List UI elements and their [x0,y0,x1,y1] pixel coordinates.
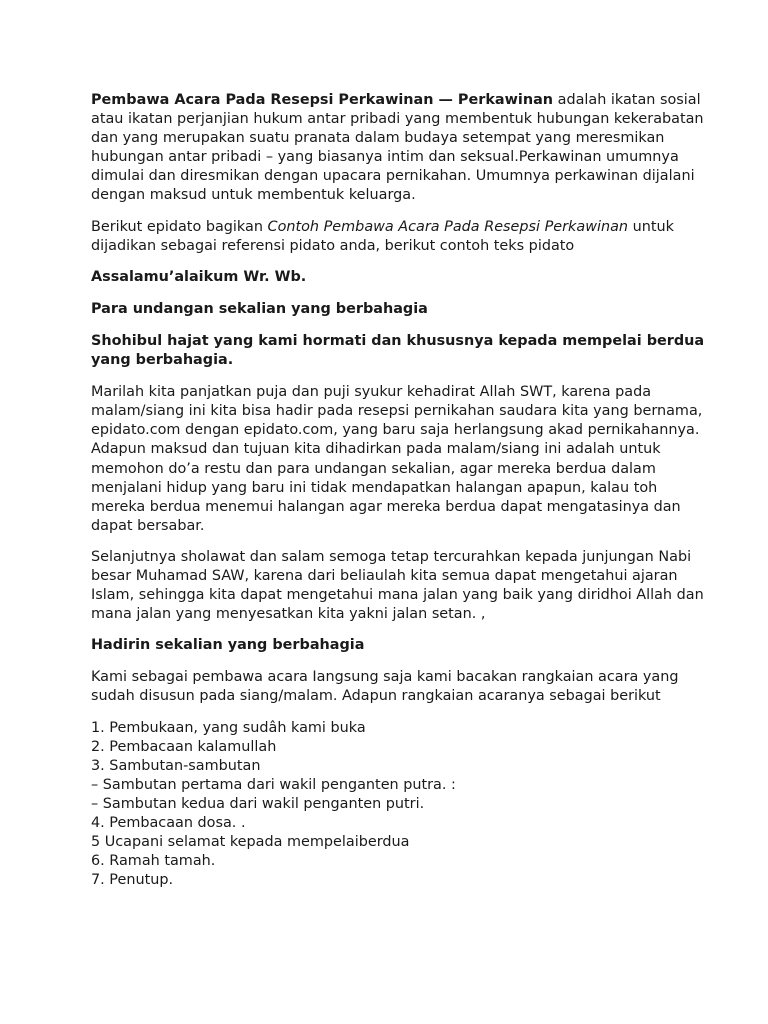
list-item: 1. Pembukaan, yang sudâh kami buka [91,719,366,736]
list-item: 4. Pembacaan dosa. . [91,815,246,831]
program-paragraph: Kami sebagai pembawa acara Iangsung saja kami bacakan rangkaian acara yang sudah disusun pada siang/malam. Adapun rangkaian acaranya sebagai berikut [91,669,679,705]
sholawat-paragraph: Selanjutnya sholawat dan salam semoga tetap tercurahkan kepada junjungan Nabi besar Muhamad SAW, karena dari beliaulah kita semua dapat mengetahui ajaran Islam, sehingga kita dapat mengetahui mana jalan yang baik yang diridhoi Allah dan mana jalan yang menyesatkan kita yakni jalan setan. , [91,548,704,623]
hosts-salutation: Shohibul hajat yang kami hormati dan khususnya kepada mempelai berdua yang berbahagia. [91,332,705,369]
reference-paragraph [91,218,708,256]
audience-salutation: Hadirin sekalian yang berbahagia [91,637,365,654]
reference-after: untuk dijadikan sebagai referensi pidato anda, berikut contoh teks pidato [91,218,674,254]
greeting-heading: Assalamu’alaikum Wr. Wb. [91,268,307,285]
list-item: 5 Ucapani selamat kepada mempelaiberdua [91,834,410,851]
agenda-list [91,719,708,891]
list-item: – Sambutan pertama dari wakil penganten putra. : [91,776,456,793]
guests-salutation: Para undangan sekalian yang berbahagia [91,300,428,317]
intro-title: Pembawa Acara Pada Resepsi Perkawinan — Perkawinan [91,92,554,108]
list-item: – Sambutan kedua dari wakil penganten putri. [91,795,425,812]
list-item: 3. Sambutan-sambutan [91,757,261,774]
reference-italic: Contoh Pembawa Acara Pada Resepsi Perkawinan [267,218,629,235]
reference-before: Berikut epidato bagikan [91,218,268,235]
intro-paragraph [91,91,708,206]
list-item: 6. Ramah tamah. [91,853,216,870]
list-item: 7. Penutup. [91,872,174,889]
list-item: 2. Pembacaan kalamullah [91,738,277,755]
gratitude-paragraph: Marilah kita panjatkan puja dan puji syukur kehadirat Allah SWT, karena pada malam/siang ini kita bisa hadir pada resepsi pernikahan saudara kita yang bernama, epidato.com dengan epidato.com, yang baru saja herlangsung akad pernikahannya. Adapun maksud dan tujuan kita dihadirkan pada malam/siang ini adalah untuk memohon do’a restu dan para undangan sekalian, agar mereka berdua dalam menjalani hidup yang baru ini tidak mendapatkan halangan apapun, kalau toh mereka berdua menemui halangan agar mereka berdua dapat mengatasinya dan dapat bersabar. [91,384,703,534]
intro-text: adalah ikatan sosial atau ikatan perjanjian hukum antar pribadi yang membentuk hubungan kekerabatan dan yang merupakan suatu pranata dalam budaya setempat yang meresmikan hubungan antar pribadi – yang biasanya intim dan seksual.Perkawinan umumnya dimulai dan diresmikan dengan upacara pernikahan. Umumnya perkawinan dijalani dengan maksud untuk membentuk keluarga. [91,92,704,204]
